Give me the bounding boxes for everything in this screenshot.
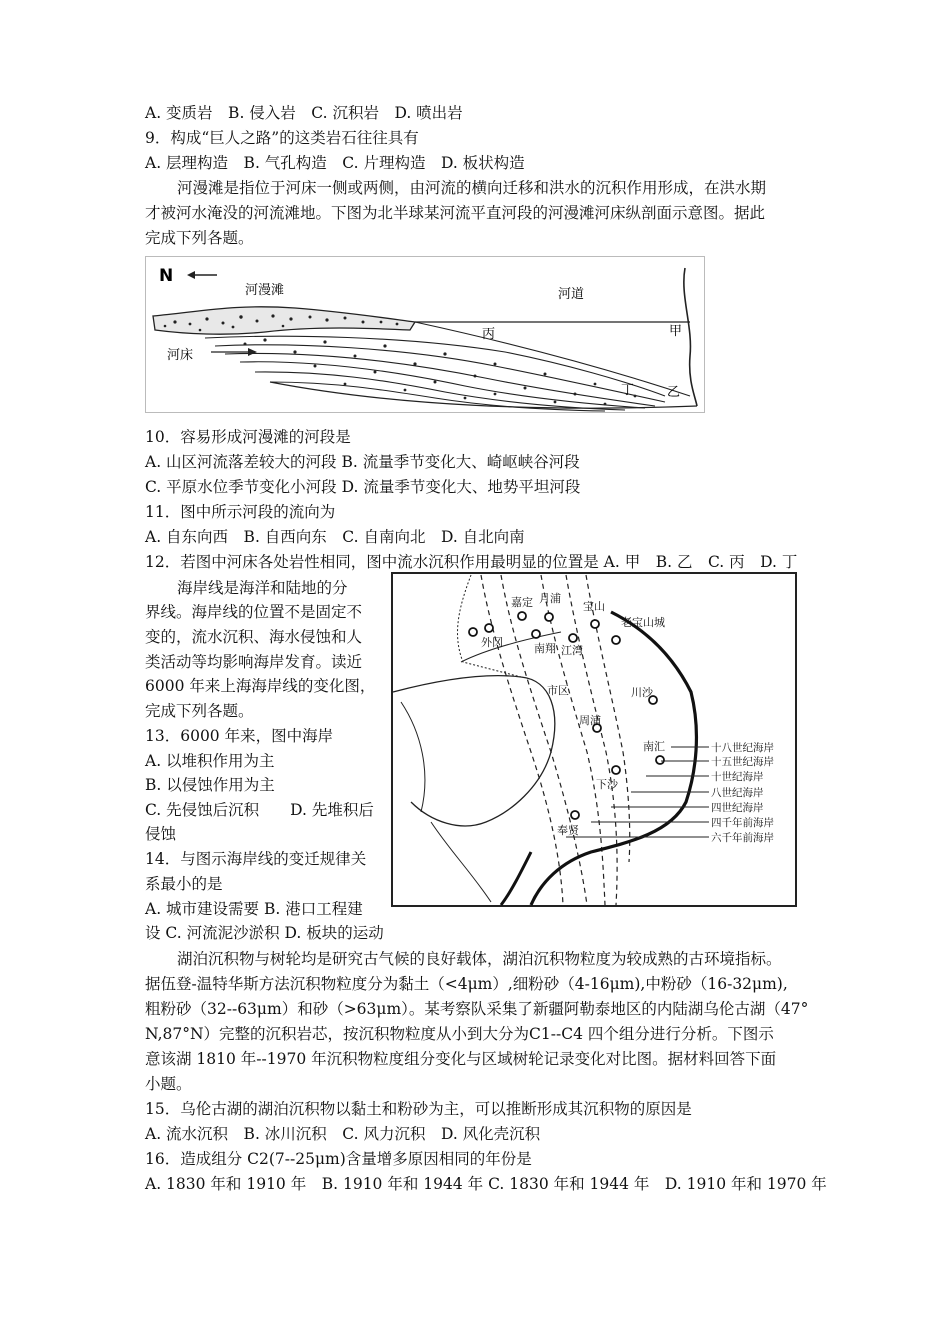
lake-intro-line: 小题。 [145, 1075, 192, 1093]
coast-intro-line: 6000 年来上海海岸线的变化图， [145, 677, 376, 695]
lake-intro-line: 粗粉砂（32--63μm）和砂（>63μm）。某考察队采集了新疆阿勒泰地区的内陆湖乌伦古湖（47° [145, 1000, 809, 1018]
q14-stem-cont: 系最小的是 [145, 875, 223, 893]
legend-item: 六千年前海岸 [711, 832, 774, 844]
label-jia: 甲 [669, 324, 683, 339]
place-waigang: 外冈 [481, 636, 503, 649]
lake-intro-line: N,87°N）完整的沉积岩芯，按沉积物粒度从小到大分为C1--C4 四个组分进行分析。下图示 [145, 1025, 774, 1043]
lake-intro-line: 湖泊沉积物与树轮均是研究古气候的良好载体，湖泊沉积物粒度为较成熟的古环境指标。 [177, 950, 782, 968]
q13-option-cd-cont: 侵蚀 [145, 825, 177, 843]
q13-stem: 13．6000 年来，图中海岸 [145, 727, 334, 745]
lake-intro-line: 据伍登-温特华斯方法沉积物粒度分为黏土（<4μm）,细粉砂（4-16μm),中粉砂（16-32μm), [145, 975, 788, 993]
q14-options: A. 城市建设需要 B. 港口工程建 [145, 900, 363, 918]
q14-options-cont: 设 C. 河流泥沙淤积 D. 板块的运动 [145, 924, 384, 942]
q9-stem: 9．构成“巨人之路”的这类岩石往往具有 [145, 129, 419, 147]
q11-stem: 11．图中所示河段的流向为 [145, 503, 336, 521]
label-yi: 乙 [667, 385, 681, 400]
q15-stem: 15．乌伦古湖的湖泊沉积物以黏土和粉砂为主，可以推断形成其沉积物的原因是 [145, 1100, 692, 1118]
place-nanhui: 南汇 [643, 740, 665, 753]
q8-options: A. 变质岩 B. 侵入岩 C. 沉积岩 D. 喷出岩 [145, 104, 463, 122]
place-jiading: 嘉定 [511, 596, 533, 609]
label-bing: 丙 [482, 327, 496, 342]
place-laobaoshancheng: 老宝山城 [621, 616, 665, 629]
q9-options: A. 层理构造 B. 气孔构造 C. 片理构造 D. 板状构造 [145, 154, 525, 172]
place-shiqu: 市区 [547, 684, 569, 697]
label-ding: 丁 [621, 383, 635, 398]
place-chuansha: 川沙 [631, 686, 653, 699]
coast-intro-line: 完成下列各题。 [145, 702, 254, 720]
q10-options-cd: C. 平原水位季节变化小河段 D. 流量季节变化大、地势平坦河段 [145, 478, 581, 496]
q15-options: A. 流水沉积 B. 冰川沉积 C. 风力沉积 D. 风化壳沉积 [145, 1125, 541, 1143]
legend-item: 十世纪海岸 [711, 771, 764, 783]
place-baoshan: 宝山 [583, 600, 605, 613]
q13-option-a: A. 以堆积作用为主 [145, 752, 275, 770]
floodplain-intro-line: 完成下列各题。 [145, 229, 254, 247]
coast-intro-line: 海岸线是海洋和陆地的分 [177, 579, 348, 597]
q10-stem: 10．容易形成河漫滩的河段是 [145, 428, 351, 446]
coast-intro-line: 变的，流水沉积、海水侵蚀和人 [145, 628, 363, 646]
floodplain-intro-line: 才被河水淹没的河流滩地。下图为北半球某河流平直河段的河漫滩河床纵剖面示意图。据此 [145, 204, 766, 222]
q11-options: A. 自东向西 B. 自西向东 C. 自南向北 D. 自北向南 [145, 528, 525, 546]
q16-options: A. 1830 年和 1910 年 B. 1910 年和 1944 年 C. 1830 年和 1944 年 D. 1910 年和 1970 年 [145, 1175, 827, 1193]
place-nanxiang: 南翔 [534, 642, 556, 655]
q16-stem: 16．造成组分 C2(7--25μm)含量增多原因相同的年份是 [145, 1150, 532, 1168]
q13-option-b: B. 以侵蚀作用为主 [145, 776, 275, 794]
floodplain-profile-figure [145, 256, 705, 413]
channel-label: 河道 [558, 287, 585, 302]
legend-item: 八世纪海岸 [711, 787, 764, 799]
legend-item: 四世纪海岸 [711, 802, 764, 814]
floodplain-label: 河漫滩 [245, 283, 285, 298]
floodplain-intro-line: 河漫滩是指位于河床一侧或两侧，由河流的横向迁移和洪水的沉积作用形成，在洪水期 [177, 179, 767, 197]
legend-item: 十八世纪海岸 [711, 742, 774, 754]
q12-stem: 12．若图中河床各处岩性相同，图中流水沉积作用最明显的位置是 A. 甲 B. 乙 C. 丙 D. 丁 [145, 553, 798, 571]
riverbed-label: 河床 [167, 348, 194, 363]
lake-intro-line: 意该湖 1810 年--1970 年沉积物粒度组分变化与区域树轮记录变化对比图。据材料回答下面 [145, 1050, 777, 1068]
coast-intro-line: 界线。海岸线的位置不是固定不 [145, 603, 363, 621]
place-xiasha: 下沙 [596, 778, 618, 791]
coast-intro-line: 类活动等均影响海岸发育。读近 [145, 653, 363, 671]
place-yuepu: 月浦 [539, 592, 561, 605]
legend-item: 四千年前海岸 [711, 817, 774, 829]
q13-option-cd: C. 先侵蚀后沉积 D. 先堆积后 [145, 801, 374, 819]
q14-stem: 14．与图示海岸线的变迁规律关 [145, 850, 367, 868]
legend-item: 十五世纪海岸 [711, 756, 774, 768]
place-jiangwan: 江湾 [561, 644, 583, 657]
q10-options-ab: A. 山区河流落差较大的河段 B. 流量季节变化大、崎岖峡谷河段 [145, 453, 580, 471]
place-fengxian: 奉贤 [557, 824, 579, 837]
north-label: N [159, 266, 174, 286]
shanghai-coastline-map [391, 572, 797, 907]
place-zhoupu: 周浦 [579, 714, 601, 727]
